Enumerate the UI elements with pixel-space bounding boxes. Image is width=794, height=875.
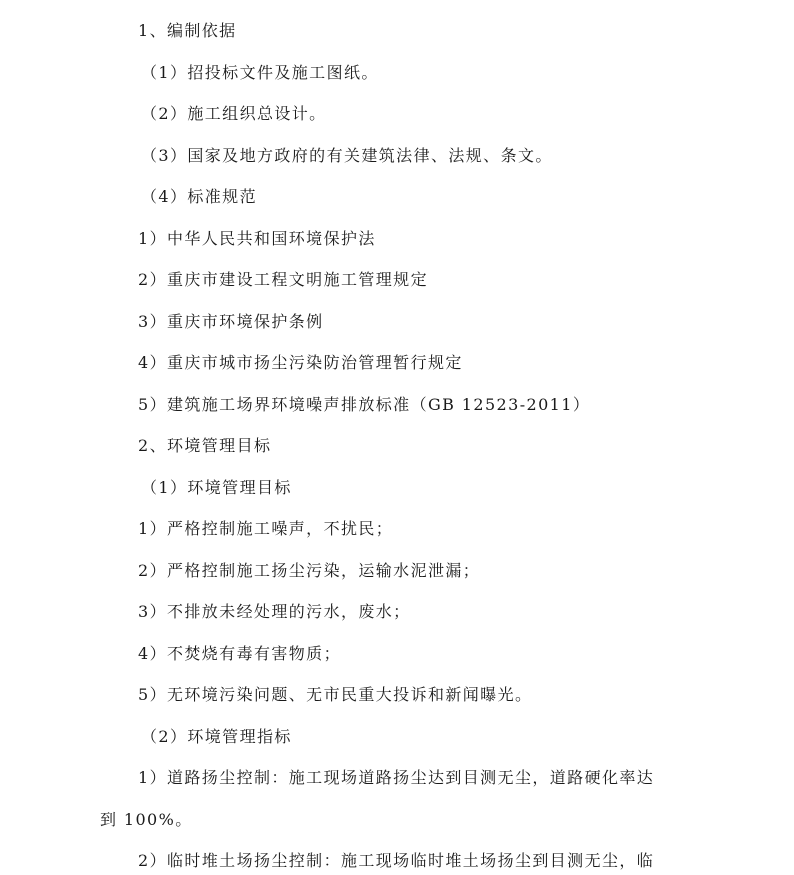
section-heading-goals: 2、环境管理目标 — [138, 436, 272, 455]
standard-item-5: 5）建筑施工场界环境噪声排放标准（GB 12523-2011） — [138, 395, 591, 414]
standard-item-3: 3）重庆市环境保护条例 — [138, 312, 324, 331]
indicators-subheading: （2）环境管理指标 — [141, 727, 292, 746]
indicator-item-1: 1）道路扬尘控制：施工现场道路扬尘达到目测无尘，道路硬化率达 — [138, 768, 655, 787]
goal-item-2: 2）严格控制施工扬尘污染，运输水泥泄漏； — [138, 561, 481, 580]
goal-item-3: 3）不排放未经处理的污水，废水； — [138, 602, 411, 621]
basis-item-4: （4）标准规范 — [141, 187, 257, 206]
indicator-item-1-continued: 到 100%。 — [100, 810, 193, 829]
standard-item-4: 4）重庆市城市扬尘污染防治管理暂行规定 — [138, 353, 463, 372]
basis-item-1: （1）招投标文件及施工图纸。 — [141, 63, 379, 82]
basis-item-2: （2）施工组织总设计。 — [141, 104, 327, 123]
goal-item-5: 5）无环境污染问题、无市民重大投诉和新闻曝光。 — [138, 685, 533, 704]
goal-item-4: 4）不焚烧有毒有害物质； — [138, 644, 341, 663]
goals-subheading: （1）环境管理目标 — [141, 478, 292, 497]
goal-item-1: 1）严格控制施工噪声，不扰民； — [138, 519, 394, 538]
section-heading-basis: 1、编制依据 — [138, 21, 237, 40]
indicator-item-2: 2）临时堆土场扬尘控制：施工现场临时堆土场扬尘到目测无尘，临 — [138, 851, 655, 870]
standard-item-1: 1）中华人民共和国环境保护法 — [138, 229, 376, 248]
basis-item-3: （3）国家及地方政府的有关建筑法律、法规、条文。 — [141, 146, 553, 165]
standard-item-2: 2）重庆市建设工程文明施工管理规定 — [138, 270, 428, 289]
